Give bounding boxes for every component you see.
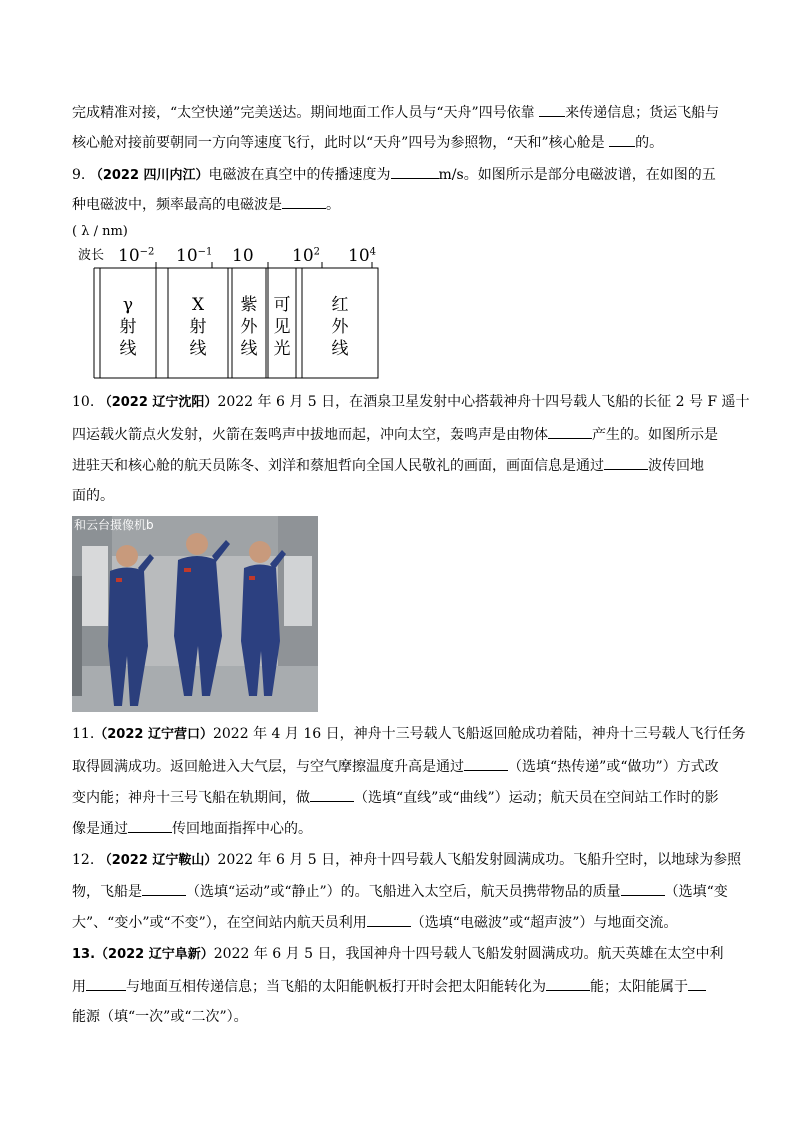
tick-label: 10 (232, 246, 254, 266)
answer-blank[interactable] (282, 194, 326, 209)
tick-label: $10^{-2}$ (118, 246, 155, 266)
answer-blank[interactable] (688, 976, 706, 991)
question-9-line2: 种电磁波中，频率最高的电磁波是 。 (72, 194, 340, 215)
question-11: 11.（2022 辽宁营口）2022 年 4 月 16 日，神舟十三号载人飞船返回舱成功着陆，神舟十三号载人飞行任务 (72, 726, 746, 742)
question-13-line2: 用 与地面互相传递信息；当飞船的太阳能帆板打开时会把太阳能转化为 能；太阳能属于 (72, 976, 706, 997)
answer-blank[interactable] (621, 881, 665, 896)
question-number: 9. (72, 167, 86, 183)
answer-blank[interactable] (367, 912, 411, 927)
answer-blank[interactable] (539, 102, 565, 117)
question-10-line3: 进驻天和核心舱的航天员陈冬、刘洋和蔡旭哲向全国人民敬礼的画面，画面信息是通过 波传回地 (72, 455, 704, 476)
band-x-ray: X 射 线 (189, 295, 207, 359)
question-source: （2022 辽宁沈阳） (98, 395, 218, 410)
question-10-line4: 面的。 (72, 488, 114, 504)
question-number: 11. (72, 726, 95, 742)
question-11-line2: 取得圆满成功。返回舱进入大气层，与空气摩擦温度升高是通过 （选填“热传递”或“做功”）方式改 (72, 756, 719, 777)
answer-blank[interactable] (548, 424, 592, 439)
question-11-line3: 变内能；神舟十三号飞船在轨期间，做 （选填“直线”或“曲线”）运动；航天员在空间站工作时的影 (72, 787, 719, 808)
answer-blank[interactable] (609, 132, 635, 147)
tick-label: $10^{-1}$ (176, 246, 213, 266)
em-spectrum-diagram (72, 222, 392, 382)
question-12-line3: 大”、“变小”或“不变”），在空间站内航天员利用 （选填“电磁波”或“超声波”）与地面交流。 (72, 912, 677, 933)
photo-caption: 和云台摄像机b (74, 518, 154, 532)
question-source: （2022 辽宁营口） (94, 727, 213, 742)
answer-blank[interactable] (604, 455, 648, 470)
answer-blank[interactable] (310, 787, 354, 802)
band-gamma: γ 射 线 (119, 295, 137, 359)
tick-label: $10^2$ (292, 246, 321, 266)
unit-label: ( λ / nm) (72, 224, 128, 239)
question-12-line2: 物，飞船是 （选填“运动”或“静止”）的。飞船进入太空后，航天员携带物品的质量 （选填“变 (72, 881, 728, 902)
question-number: 10. (72, 394, 95, 410)
question-11-line4: 像是通过 传回地面指挥中心的。 (72, 818, 312, 839)
question-number: 12. (72, 852, 95, 868)
question-12: 12. （2022 辽宁鞍山）2022 年 6 月 5 日，神舟十四号载人飞船发射圆满成功。飞船升空时，以地球为参照 (72, 852, 742, 868)
paragraph-line: 核心舱对接前要朝同一方向等速度飞行，此时以“天舟”四号为参照物，“天和”核心舱是 的。 (72, 132, 663, 153)
wavelength-label: 波长 (78, 248, 105, 263)
question-source: （2022 辽宁阜新） (95, 947, 214, 962)
astronauts-illustration (72, 516, 318, 712)
question-9: 9. （2022 四川内江）电磁波在真空中的传播速度为 m/s。如图所示是部分电磁波谱，在如图的五 (72, 164, 716, 186)
band-visible-light: 可 见 光 (273, 295, 291, 359)
question-source: （2022 四川内江） (89, 168, 209, 183)
question-13: 13.（2022 辽宁阜新）2022 年 6 月 5 日，我国神舟十四号载人飞船发射圆满成功。航天英雄在太空中利 (72, 946, 724, 962)
paragraph-line: 完成精准对接，“太空快递”完美送达。期间地面工作人员与“天舟”四号依靠 来传递信息；货运飞船与 (72, 102, 719, 123)
answer-blank[interactable] (86, 976, 126, 991)
tick-label: $10^4$ (348, 246, 377, 266)
astronauts-photo (72, 516, 318, 712)
question-10: 10. （2022 辽宁沈阳）2022 年 6 月 5 日，在酒泉卫星发射中心搭载神舟十四号载人飞船的长征 2 号 F 遥十 (72, 394, 750, 410)
answer-blank[interactable] (391, 164, 439, 179)
answer-blank[interactable] (464, 756, 508, 771)
band-infrared: 红 外 线 (331, 295, 349, 359)
band-ultraviolet: 紫 外 线 (240, 295, 258, 359)
question-10-line2: 四运载火箭点火发射，火箭在轰鸣声中拔地而起，冲向太空，轰鸣声是由物体 产生的。如图所示是 (72, 424, 718, 445)
answer-blank[interactable] (546, 976, 590, 991)
question-13-line3: 能源（填“一次”或“二次”）。 (72, 1009, 248, 1025)
answer-blank[interactable] (142, 881, 186, 896)
answer-blank[interactable] (128, 818, 172, 833)
question-number: 13. (72, 947, 96, 962)
question-source: （2022 辽宁鞍山） (98, 853, 218, 868)
